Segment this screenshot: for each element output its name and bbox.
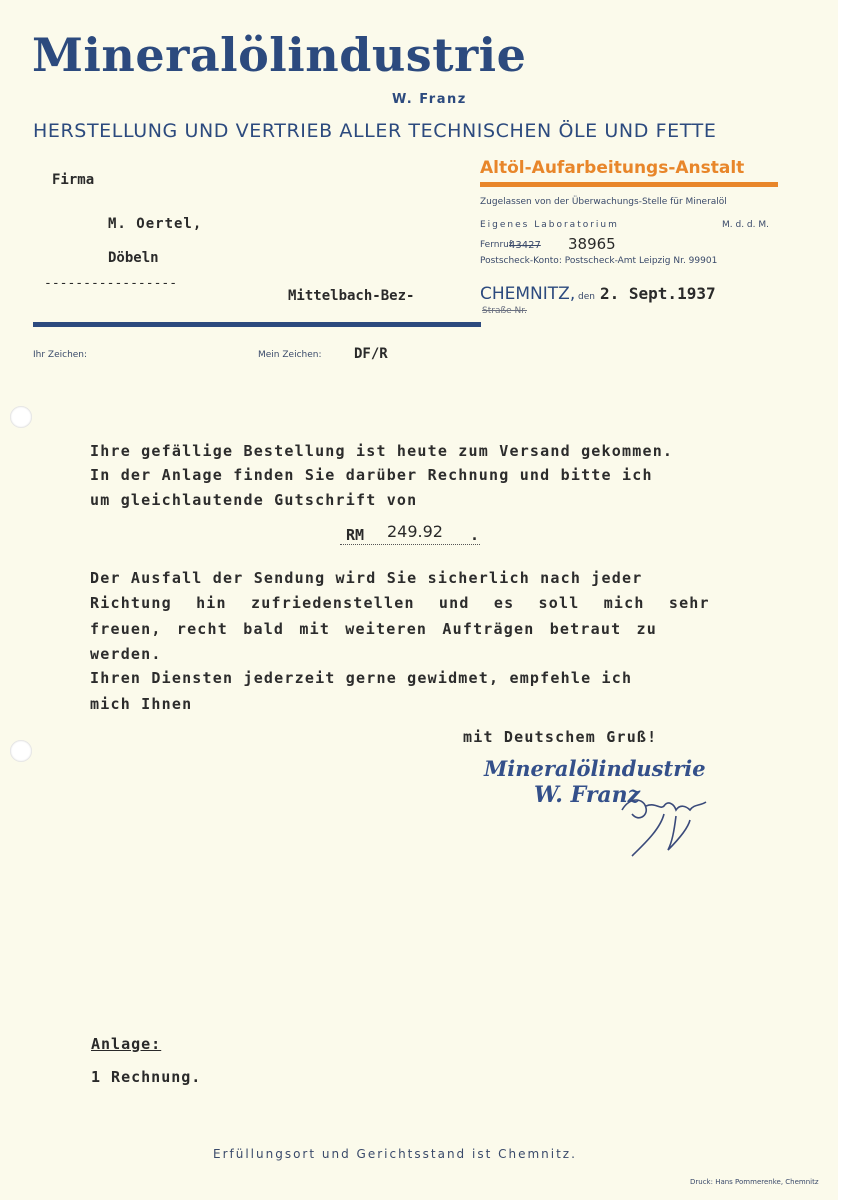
division-rule — [480, 182, 778, 187]
punch-hole-bottom — [10, 740, 32, 762]
body-line: freuen, recht bald mit weiteren Aufträgen betraut zu — [90, 620, 657, 638]
recipient-firm-label: Firma — [52, 172, 95, 188]
enclosure-item: 1 Rechnung. — [91, 1068, 202, 1086]
recipient-underline: ----------------- — [44, 276, 178, 291]
company-tagline: HERSTELLUNG UND VERTRIEB ALLER TECHNISCHEN ÖLE UND FETTE — [33, 120, 717, 142]
phone-old: 43427 — [509, 240, 541, 251]
header-rule — [33, 322, 481, 327]
body-line: Richtung hin zufriedenstellen und es soll mich sehr — [90, 594, 710, 612]
body-line: In der Anlage finden Sie darüber Rechnung und bitte ich — [90, 466, 653, 484]
amount-dot: . — [470, 526, 480, 544]
sender-district: Mittelbach-Bez- — [288, 288, 415, 304]
phone-label: Fernruf — [480, 240, 513, 250]
recipient-name: M. Oertel, — [108, 216, 203, 232]
handwritten-signature — [616, 780, 726, 860]
signature-owner-stamp: W. Franz — [534, 782, 641, 808]
body-line: Der Ausfall der Sendung wird Sie sicherlich nach jeder — [90, 569, 643, 587]
amount-currency: RM — [346, 526, 365, 544]
footer-printer: Druck: Hans Pommerenke, Chemnitz — [690, 1178, 819, 1186]
ihr-zeichen-label: Ihr Zeichen: — [33, 350, 88, 360]
footer-jurisdiction: Erfüllungsort und Gerichtsstand ist Chemnitz. — [213, 1147, 577, 1161]
body-line: Ihre gefällige Bestellung ist heute zum Versand gekommen. — [90, 442, 674, 460]
recipient-city: Döbeln — [108, 250, 159, 266]
letter-date: 2. Sept.1937 — [600, 284, 716, 303]
amount-underline — [340, 544, 480, 546]
sender-city: CHEMNITZ, — [480, 284, 576, 304]
struck-address: Straße Nr. — [482, 306, 527, 316]
body-line: Ihren Diensten jederzeit gerne gewidmet, empfehle ich — [90, 669, 633, 687]
mein-zeichen-label: Mein Zeichen: — [258, 350, 322, 360]
postcheck-text: Postscheck-Konto: Postscheck-Amt Leipzig Nr. 99901 — [480, 256, 718, 266]
body-line: um gleichlautende Gutschrift von — [90, 491, 418, 509]
mein-zeichen-value: DF/R — [354, 346, 388, 362]
punch-hole-top — [10, 406, 32, 428]
closing-greeting: mit Deutschem Gruß! — [463, 728, 658, 746]
signature-company-stamp: Mineralölindustrie — [484, 756, 706, 781]
body-line: mich Ihnen — [90, 695, 193, 713]
body-line: werden. — [90, 645, 162, 663]
enclosure-label: Anlage: — [91, 1035, 162, 1053]
approval-text: Zugelassen von der Überwachungs-Stelle für Mineralöl — [480, 197, 727, 207]
laboratory-text: Eigenes Laboratorium — [480, 220, 619, 230]
amount-value: 249.92 — [387, 522, 443, 541]
date-prefix: den — [578, 292, 595, 302]
membership-text: M. d. d. M. — [722, 220, 769, 230]
division-title: Altöl-Aufarbeitungs-Anstalt — [480, 158, 745, 178]
phone-new: 38965 — [568, 235, 616, 253]
company-name: Mineralölindustrie — [32, 28, 527, 82]
company-owner: W. Franz — [392, 92, 467, 107]
